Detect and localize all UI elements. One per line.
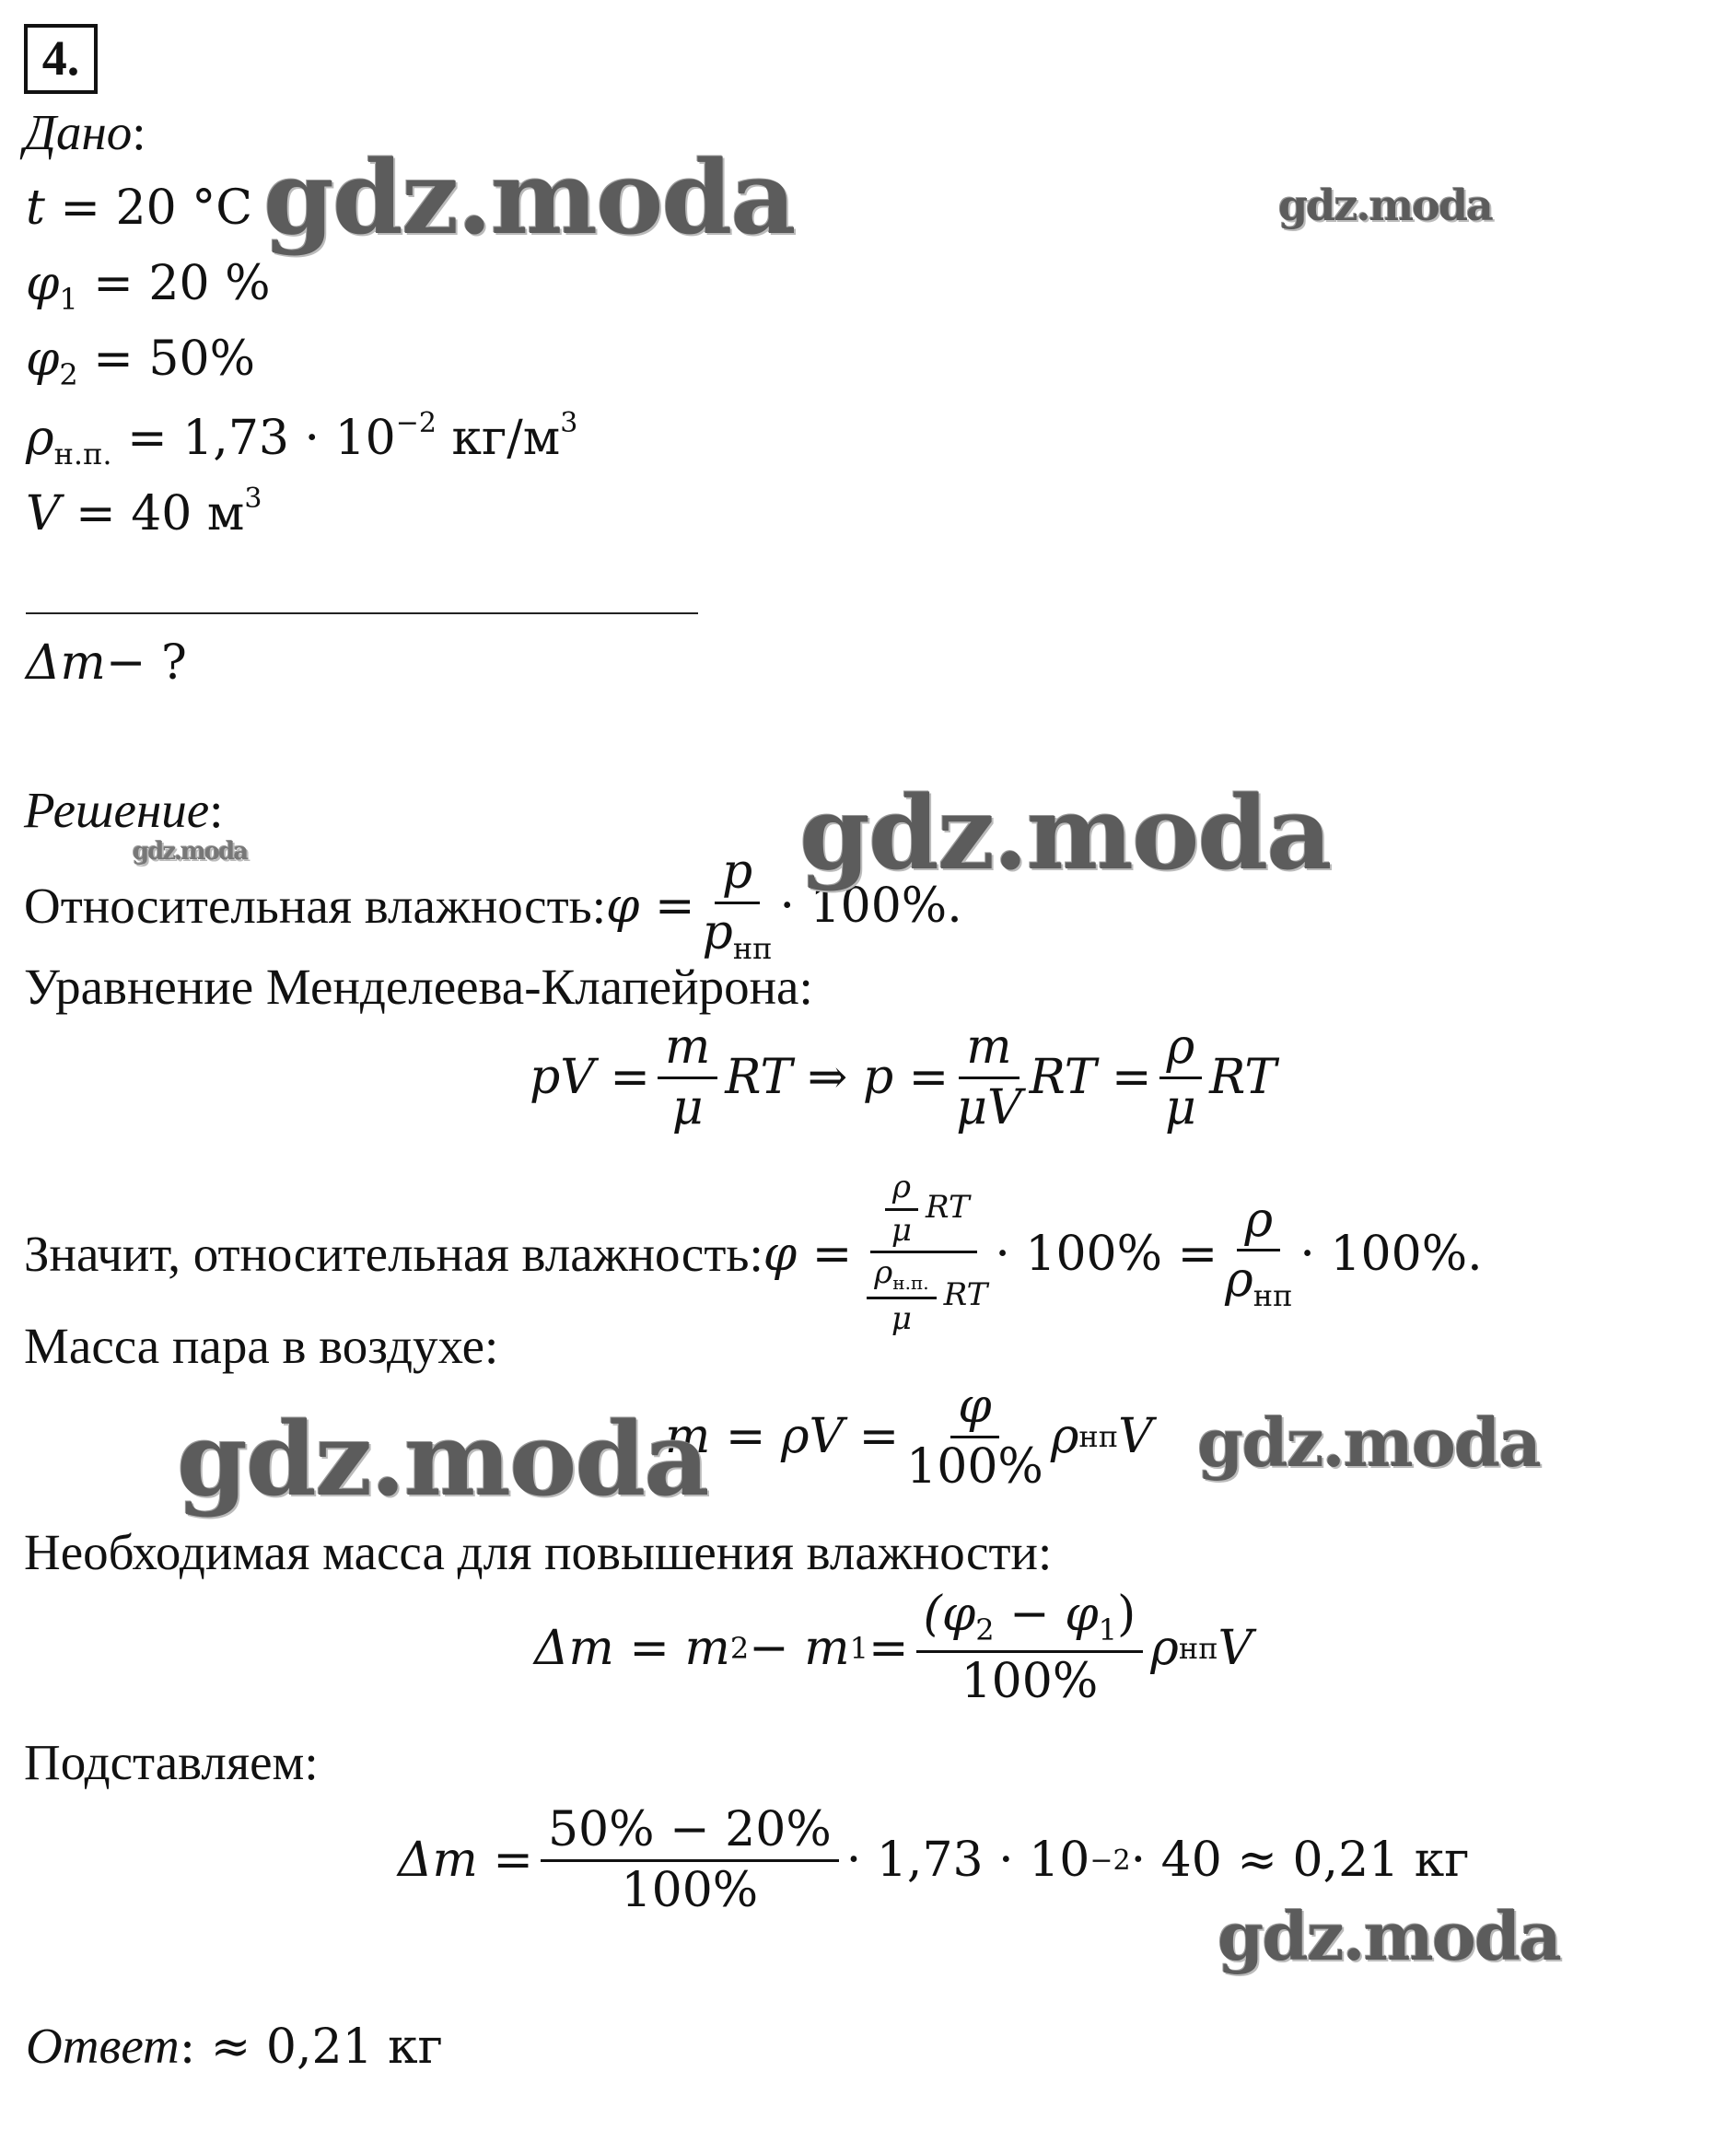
vapor-mass-title: Масса пара в воздухе: (24, 1318, 499, 1374)
given-phi1: $\varphi_1 = 20$ % (26, 256, 271, 318)
relative-humidity-line: Относительная влажность: φ = $\frac{p}{p_{нп}}$ · 100%. (24, 844, 962, 966)
substitute-title: Подставляем: (24, 1734, 319, 1790)
watermark-2: gdz.moda (1278, 180, 1492, 230)
find-line: Δm− ? (26, 635, 187, 691)
problem-number: 4. (24, 24, 98, 94)
rh-fraction: $\frac{p}{p_{нп}}$ (702, 844, 773, 966)
needed-mass-title: Необходимая масса для повышения влажности: (24, 1524, 1053, 1580)
watermark-7: gdz.moda (1218, 1897, 1560, 1975)
watermark-1: gdz.moda (263, 138, 795, 257)
vapor-mass-formula: m = ρV = $\frac{\varphi}{100\%}$ ρ нп V (665, 1379, 1153, 1495)
mk-formula: pV = $\frac{m}{\mu}$ RT ⇒ p = $\frac{m}{\mu V}$ RT = $\frac{\rho}{\mu}$ RT (530, 1019, 1277, 1135)
given-phi2: $\varphi_2 = 50\%$ (26, 332, 255, 393)
therefore-line: Значит, относительная влажность: φ = $\frac{\rho}{\mu}$ RT $\frac{\rho_{н.п.}}{\mu}$ RT · 100% = $\frac{\rho}{\rho_{нп}}$ · 100%. (24, 1169, 1483, 1338)
given-label: Дано: (24, 104, 146, 160)
mk-equation-title: Уравнение Менделеева-Клапейрона: (24, 959, 813, 1015)
given-volume: V = 40 $м^3$ (26, 483, 262, 541)
substitution-formula: Δm = $\frac{50\% - 20\%}{100\%}$ · 1,73 · 10 −2 · 40 ≈ 0,21 кг (398, 1802, 1470, 1918)
given-saturated-density: $\rho_{н.п.} = 1,73 \cdot 10^{-2}$ $кг/м^3$ (26, 407, 578, 472)
given-temperature: t = 20 °C (26, 180, 253, 236)
answer-line: Ответ: ≈ 0,21 кг (26, 2018, 443, 2075)
complex-fraction: $\frac{\rho}{\mu}$ RT $\frac{\rho_{н.п.}}{\mu}$ RT (859, 1171, 987, 1336)
watermark-3: gdz.moda (799, 774, 1331, 892)
watermark-6: gdz.moda (1197, 1403, 1540, 1482)
given-divider (26, 612, 698, 614)
solution-label: Решение: (24, 782, 224, 838)
watermark-4: gdz.moda (133, 838, 248, 866)
needed-mass-formula: Δm = m 2 − m 1 = $\frac{(\varphi_2 - \varphi_1)}{100\%}$ ρ нп V (534, 1587, 1253, 1709)
watermark-5: gdz.moda (177, 1400, 708, 1519)
